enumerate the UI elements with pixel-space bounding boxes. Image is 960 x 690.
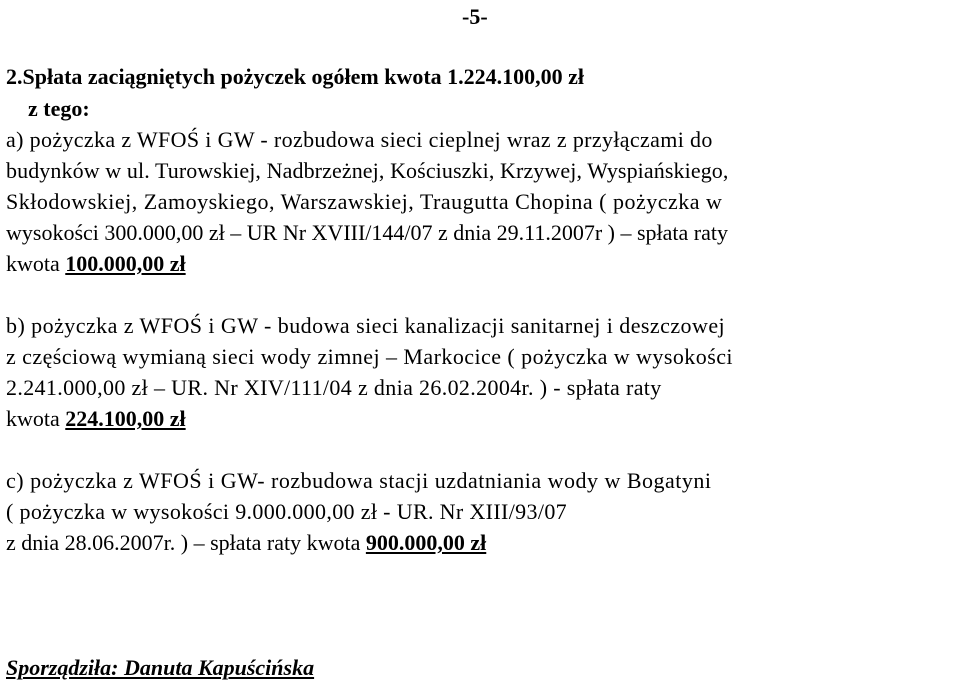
loan-a-line-5 bbox=[6, 251, 186, 277]
loan-c-line-2: ( pożyczka w wysokości 9.000.000,00 zł - UR. Nr XIII/93/07 bbox=[6, 499, 568, 524]
loan-c-line-3 bbox=[6, 530, 486, 556]
loan-c-amount: 900.000,00 zł bbox=[365, 530, 487, 555]
section-subtitle: z tego: bbox=[28, 96, 90, 121]
loan-a-line-4: wysokości 300.000,00 zł – UR Nr XVIII/144/07 z dnia 29.11.2007r ) – spłata raty bbox=[6, 220, 729, 245]
loan-b-line-2: z częściową wymianą sieci wody zimnej – Markocice ( pożyczka w wysokości bbox=[6, 344, 733, 369]
loan-c-line-1: c) pożyczka z WFOŚ i GW- rozbudowa stacji uzdatniania wody w Bogatyni bbox=[6, 468, 712, 493]
loan-a-line-2: budynków w ul. Turowskiej, Nadbrzeżnej, Kościuszki, Krzywej, Wyspiańskiego, bbox=[6, 158, 729, 183]
loan-c-amount-label: z dnia 28.06.2007r. ) – spłata raty kwota bbox=[6, 530, 366, 555]
loan-a-amount: 100.000,00 zł bbox=[65, 251, 186, 276]
signature: Sporządziła: Danuta Kapuścińska bbox=[6, 655, 315, 680]
loan-b-line-3: 2.241.000,00 zł – UR. Nr XIV/111/04 z dnia 26.02.2004r. ) - spłata raty bbox=[6, 375, 662, 400]
page-number: -5- bbox=[462, 4, 488, 29]
loan-a-amount-label: kwota bbox=[6, 251, 66, 276]
section-title: 2.Spłata zaciągniętych pożyczek ogółem kwota 1.224.100,00 zł bbox=[6, 64, 585, 89]
loan-a-line-3: Skłodowskiej, Zamoyskiego, Warszawskiej, Traugutta Chopina ( pożyczka w bbox=[6, 189, 723, 214]
loan-b-line-1: b) pożyczka z WFOŚ i GW - budowa sieci kanalizacji sanitarnej i deszczowej bbox=[6, 313, 726, 338]
loan-b-amount: 224.100,00 zł bbox=[65, 406, 186, 431]
loan-b-line-4 bbox=[6, 406, 186, 432]
loan-b-amount-label: kwota bbox=[6, 406, 66, 431]
loan-a-line-1: a) pożyczka z WFOŚ i GW - rozbudowa sieci cieplnej wraz z przyłączami do bbox=[6, 127, 713, 152]
